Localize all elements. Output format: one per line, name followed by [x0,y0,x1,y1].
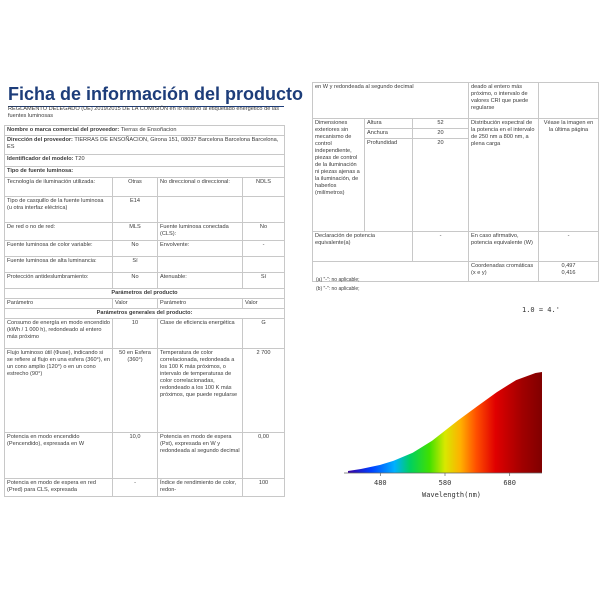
cell: No [243,223,285,241]
cell: 50 en Esfera (360°) [113,349,158,433]
equiv-value: - [413,232,469,262]
table-row [5,433,285,479]
cell: Fuente luminosa de color variable: [5,241,113,257]
type-row [5,167,285,178]
address-row [5,136,285,155]
cell: De red o no de red: [5,223,113,241]
table-row [5,241,285,257]
equiv-label: Declaración de potencia equivalente(a) [313,232,413,262]
equiv-question-value: - [539,232,599,262]
address-label: Dirección del proveedor: [7,137,73,143]
dim-value: 20 [413,129,469,139]
cell: 100 [243,479,285,497]
cell: Fuente luminosa conectada (CLS): [158,223,243,241]
column-header: Valor [113,299,158,309]
spectrum-chart [330,360,570,510]
brand-label: Nombre o marca comercial del proveedor: [7,127,120,133]
column-header: Valor [243,299,285,309]
brand-value: Tierras de Ensoñacion [120,127,177,133]
cell: 2 700 [243,349,285,433]
cell: Fuente luminosa de alta luminancia: [5,257,113,273]
cell: Envolvente: [158,241,243,257]
x-axis-label: Wavelength(nm) [422,491,482,499]
cell: Índice de rendimiento de color, redon- [158,479,243,497]
params-title: Parámetros del producto [5,289,285,299]
dim-value: 52 [413,119,469,129]
cell: E14 [113,197,158,223]
cell [243,197,285,223]
cell: G [243,319,285,349]
cell [243,257,285,273]
spectrum-area [348,372,542,473]
dim-key: Anchura [365,129,413,139]
table-row [5,349,285,433]
cell: Atenuable: [158,273,243,289]
cell: 10 [113,319,158,349]
cell: - [243,241,285,257]
cell: Potencia en modo de espera (Pst), expresada en W y redondeada al segundo decimal [158,433,243,479]
regulation-text: REGLAMENTO DELEGADO (UE) 2019/2015 DE LA COMISIÓN en lo relativo al etiquetado energético de las fuentes luminosas [8,106,280,119]
page-title: Ficha de información del producto [8,84,284,107]
coord-label: Coordenadas cromáticas (x e y) [469,262,539,282]
cell [158,197,243,223]
cell: Tecnología de iluminación utilizada: [5,178,113,197]
column-header: Parámetro [5,299,113,309]
cell: Tipo de casquillo de la fuente luminosa (u otra interfaz eléctrica) [5,197,113,223]
model-label: Identificador del modelo: [7,156,74,162]
table-row [313,119,599,129]
address-value: TIERRAS DE ENSOÑACION, Girona 151, 08037 Barcelona Barcelona Barcelona, ES [7,137,279,150]
product-info-table [4,125,285,497]
general-title: Parámetros generales del producto: [5,309,285,319]
cell: Temperatura de color correlacionada, redondeada a los 100 K más próximos, o intervalo de temperaturas de color correlacionadas, redondeado a los 100 K más próximos, que puede regularse [158,349,243,433]
table-row [5,197,285,223]
cell: en W y redondeada al segundo decimal [313,83,469,119]
cell: Sí [113,257,158,273]
cell: Potencia en modo encendido (Pencendido), expresada en W [5,433,113,479]
cell: Consumo de energía en modo encendido (kWh / 1 000 h), redondeado al entero más próximo [5,319,113,349]
cell: NDLS [243,178,285,197]
cell [539,83,599,119]
spectrum-area-layer [348,372,542,473]
coord-y: 0,416 [561,270,576,276]
table-row [5,257,285,273]
footnote-b: (b) "-": no aplicable; [316,286,360,292]
cell: 0,00 [243,433,285,479]
cell: Protección antideslumbramiento: [5,273,113,289]
cell: Flujo luminoso útil (Φuse), indicando si se refiere al flujo en una esfera (360°), en un cono amplio (120°) o en un cono estrecho (90°) [5,349,113,433]
cell: No direccional o direccional: [158,178,243,197]
coord-x: 0,497 [561,263,576,269]
section-header [5,289,285,299]
spectrum-scale-label: 1.0 = 4.' [522,306,560,314]
table-row [5,178,285,197]
cell: 10,0 [113,433,158,479]
dimensions-table [312,82,599,282]
brand-row [5,126,285,136]
section-header [5,309,285,319]
equiv-question: En caso afirmativo, potencia equivalente (W) [469,232,539,262]
column-header-row [5,299,285,309]
cell: No [113,273,158,289]
x-tick-label: 480 [374,479,387,487]
x-tick-layer [374,473,516,487]
dimensions-label: Dimensiones exteriores sin mecanismo de control independiente, piezas de control de la iluminación ni piezas ajenas a la iluminación, de haberlos (milímetros) [313,119,365,232]
cell: deado al entero más próximo, o intervalo de valores CRI que puede regularse [469,83,539,119]
table-row [313,232,599,262]
cell: Clase de eficiencia energética [158,319,243,349]
cell: No [113,241,158,257]
table-row [5,223,285,241]
dim-value: 20 [413,139,469,232]
cell [158,257,243,273]
table-row [5,273,285,289]
model-value: T20 [74,156,85,162]
footnote-a: (a) "-": no aplicable; [316,277,360,283]
table-row [5,479,285,497]
cell: - [113,479,158,497]
table-row [5,319,285,349]
x-tick-label: 580 [438,479,452,487]
cell: Otras [113,178,158,197]
dim-key: Altura [365,119,413,129]
x-tick-label: 680 [503,479,516,487]
spd-value: Véase la imagen en la última página [539,119,599,232]
column-header: Parámetro [158,299,243,309]
dim-key: Profundidad [365,139,413,232]
model-row [5,155,285,167]
spd-label: Distribución espectral de la potencia en el intervalo de 250 nm a 800 nm, a plena carga [469,119,539,232]
table-row [313,83,599,119]
type-label: Tipo de fuente luminosa: [5,167,285,178]
cell: MLS [113,223,158,241]
cell: Potencia en modo de espera en red (Pred) para CLS, expresada [5,479,113,497]
coord-values [539,262,599,282]
cell: Sí [243,273,285,289]
